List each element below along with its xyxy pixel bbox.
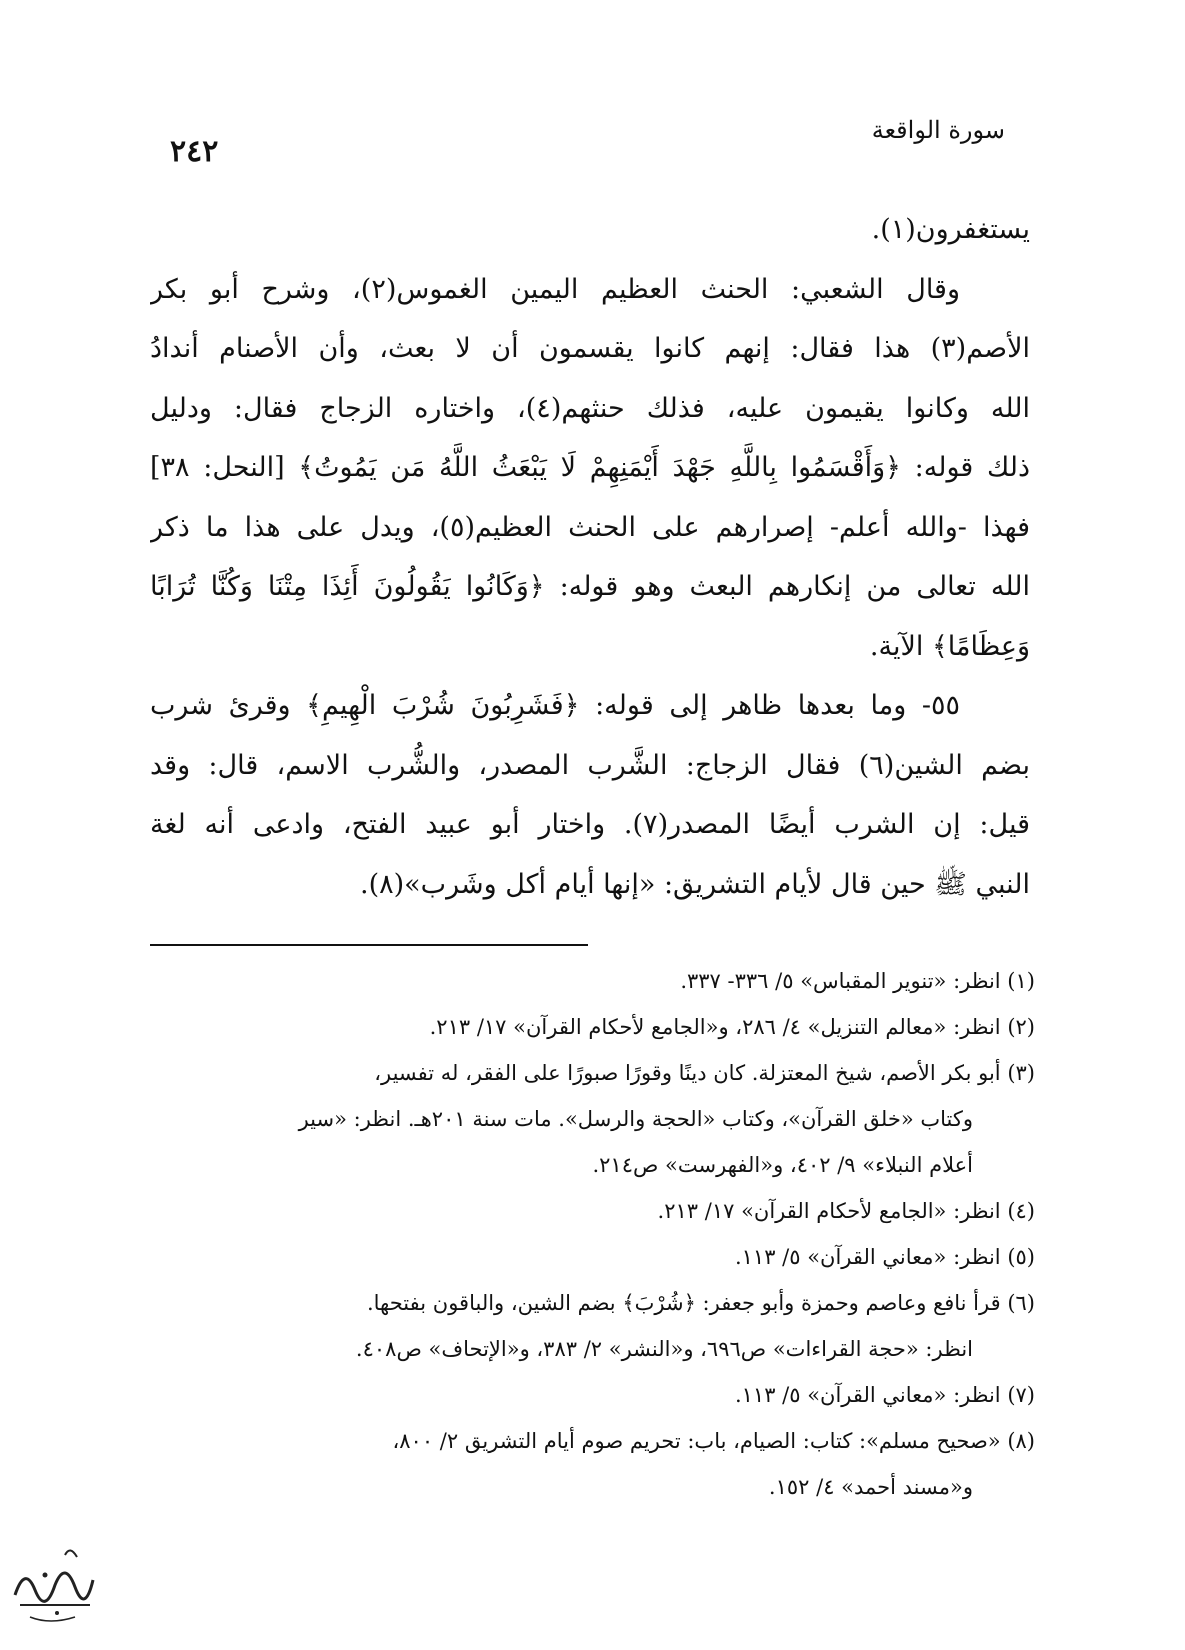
body-line: بضم الشين(٦) فقال الزجاج: الشَّرب المصدر، والشُّرب الاسم، قال: وقد bbox=[150, 749, 1030, 781]
footnote-line: (٣) أبو بكر الأصم، شيخ المعتزلة. كان دينًا وقورًا صبورًا على الفقر، له تفسير، bbox=[374, 1061, 1035, 1085]
surah-title: سورة الواقعة bbox=[871, 116, 1005, 144]
footnote-line: (٦) قرأ نافع وعاصم وحمزة وأبو جعفر: ﴿شُرْبَ﴾ بضم الشين، والباقون بفتحها. bbox=[366, 1291, 1035, 1315]
body-line: وَعِظَامًا﴾ الآية. bbox=[869, 630, 1030, 662]
footnotes bbox=[150, 958, 1035, 1510]
quran-verse-line: الله تعالى من إنكارهم البعث وهو قوله: ﴿وَكَانُوا يَقُولُونَ أَئِذَا مِتْنَا وَكُنَّا تُرَابًا bbox=[150, 571, 1030, 602]
footnote-line: (٥) انظر: «معاني القرآن» ٥/ ١١٣. bbox=[734, 1245, 1035, 1269]
body-line: الله وكانوا يقيمون عليه، فذلك حنثهم(٤)، واختاره الزجاج فقال: ودليل bbox=[150, 392, 1030, 424]
quran-verse-line: ذلك قوله: ﴿وَأَقْسَمُوا بِاللَّهِ جَهْدَ أَيْمَنِهِمْ لَا يَبْعَثُ اللَّهُ مَن يَمُوتُ﴾ [النحل: ٣٨] bbox=[150, 452, 1030, 483]
footnote-line: أعلام النبلاء» ٩/ ٤٠٢، و«الفهرست» ص٢١٤. bbox=[592, 1153, 973, 1177]
body-line: النبي ﷺ حين قال لأيام التشريق: «إنها أيام أكل وشَرب»(٨). bbox=[359, 868, 1030, 900]
footnote-line: (٤) انظر: «الجامع لأحكام القرآن» ١٧/ ٢١٣. bbox=[657, 1199, 1035, 1223]
body-line: الأصم(٣) هذا فقال: إنهم كانوا يقسمون أن لا بعث، وأن الأصنام أندادُ bbox=[150, 333, 1030, 364]
body-line: قيل: إن الشرب أيضًا المصدر(٧). واختار أبو عبيد الفتح، وادعى أنه لغة bbox=[150, 809, 1030, 840]
body-line: ٥٥- وما بعدها ظاهر إلى قوله: ﴿فَشَرِبُونَ شُرْبَ الْهِيمِ﴾ وقرئ شرب bbox=[150, 690, 960, 721]
footnote-divider bbox=[150, 944, 588, 946]
body-line: يستغفرون(١). bbox=[871, 214, 1030, 245]
footnote-line: (٢) انظر: «معالم التنزيل» ٤/ ٢٨٦، و«الجامع لأحكام القرآن» ١٧/ ٢١٣. bbox=[429, 1015, 1035, 1039]
footnote-line: (١) انظر: «تنوير المقباس» ٥/ ٣٣٦- ٣٣٧. bbox=[680, 969, 1035, 993]
publisher-logo bbox=[5, 1535, 100, 1630]
footnote-line: (٨) «صحيح مسلم»: كتاب: الصيام، باب: تحريم صوم أيام التشريق ٢/ ٨٠٠، bbox=[392, 1429, 1035, 1453]
footnote-line: وكتاب «خلق القرآن»، وكتاب «الحجة والرسل». مات سنة ٢٠١هـ. انظر: «سير bbox=[298, 1107, 973, 1131]
footnote-line: انظر: «حجة القراءات» ص٦٩٦، و«النشر» ٢/ ٣٨٣، و«الإتحاف» ص٤٠٨. bbox=[355, 1337, 973, 1361]
page-header bbox=[150, 108, 1035, 168]
footnote-line: (٧) انظر: «معاني القرآن» ٥/ ١١٣. bbox=[734, 1383, 1035, 1407]
page-number: ٢٤٢ bbox=[170, 134, 219, 169]
body-line: فهذا -والله أعلم- إصرارهم على الحنث العظيم(٥)، ويدل على هذا ما ذكر bbox=[150, 511, 1030, 543]
body-text bbox=[150, 200, 1030, 914]
footnote-line: و«مسند أحمد» ٤/ ١٥٢. bbox=[768, 1475, 973, 1499]
body-line: وقال الشعبي: الحنث العظيم اليمين الغموس(٢)، وشرح أبو بكر bbox=[150, 273, 960, 305]
